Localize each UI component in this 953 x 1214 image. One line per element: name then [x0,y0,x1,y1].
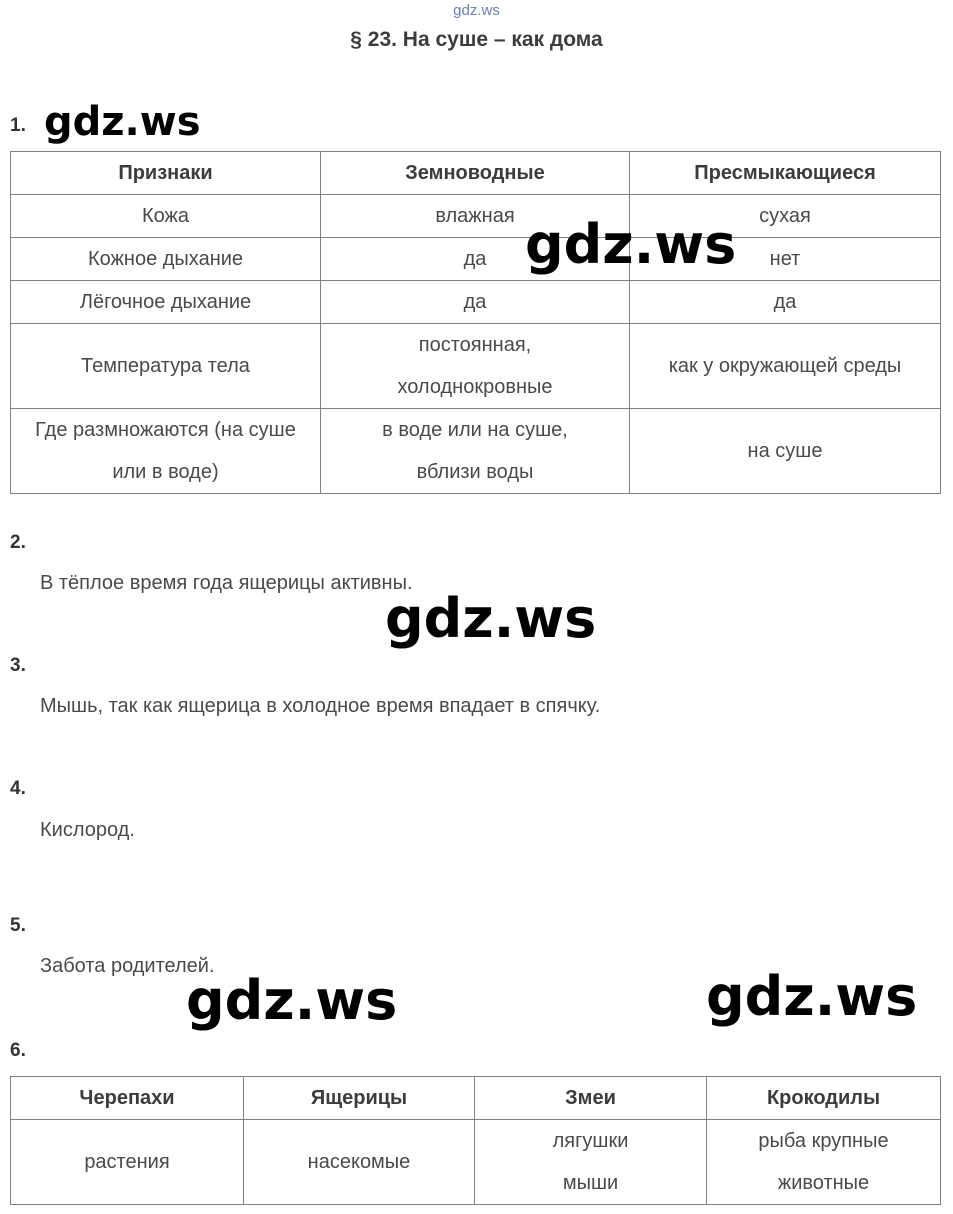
question-6-number: 6. [10,1040,26,1061]
watermark-top: gdz.ws [453,2,500,19]
table-row [11,195,941,238]
table-row [11,409,941,494]
table-reptile-food [10,1076,941,1205]
question-2-number: 2. [10,532,26,553]
table-cell: да [630,281,941,324]
watermark: gdz.ws [385,587,597,650]
table-row [11,238,941,281]
header-cell: Признаки [11,152,321,195]
table-cell: Температура тела [11,324,321,409]
watermark: gdz.ws [525,213,737,276]
header-cell: Земноводные [321,152,630,195]
question-4-number: 4. [10,778,26,799]
table-row [11,1120,941,1205]
header-cell: Пресмыкающиеся [630,152,941,195]
table-cell: да [321,281,630,324]
table-cell: в воде или на суше, вблизи воды [321,409,630,494]
table-cell: рыба крупные животные [707,1120,941,1205]
table-row [11,281,941,324]
answer-4: Кислород. [40,819,135,841]
header-cell: Крокодилы [707,1077,941,1120]
table-amphibians-reptiles [10,151,941,494]
header-cell: Змеи [475,1077,707,1120]
question-3-number: 3. [10,655,26,676]
table-cell: постоянная, холоднокровные [321,324,630,409]
table-cell: сухая [630,195,941,238]
answer-3: Мышь, так как ящерица в холодное время впадает в спячку. [40,695,601,717]
table-cell: да [321,238,630,281]
header-cell: Черепахи [11,1077,244,1120]
table-cell: Лёгочное дыхание [11,281,321,324]
header-cell: Ящерицы [244,1077,475,1120]
question-5-number: 5. [10,915,26,936]
table-row [11,324,941,409]
table-header-row [11,1077,941,1120]
table-cell: Кожа [11,195,321,238]
table-cell: Где размножаются (на суше или в воде) [11,409,321,494]
table-cell: как у окружающей среды [630,324,941,409]
watermark: gdz.ws [186,969,398,1032]
question-1-number: 1. [10,115,26,136]
table-cell: насекомые [244,1120,475,1205]
watermark: gdz.ws [44,99,201,145]
table-cell: нет [630,238,941,281]
table-cell: Кожное дыхание [11,238,321,281]
table-cell: влажная [321,195,630,238]
watermark: gdz.ws [706,965,918,1028]
table-cell: на суше [630,409,941,494]
page-title: § 23. На суше – как дома [350,28,603,51]
answer-2: В тёплое время года ящерицы активны. [40,572,413,594]
table-header-row [11,152,941,195]
table-cell: лягушки мыши [475,1120,707,1205]
answer-5: Забота родителей. [40,955,215,977]
table-cell: растения [11,1120,244,1205]
